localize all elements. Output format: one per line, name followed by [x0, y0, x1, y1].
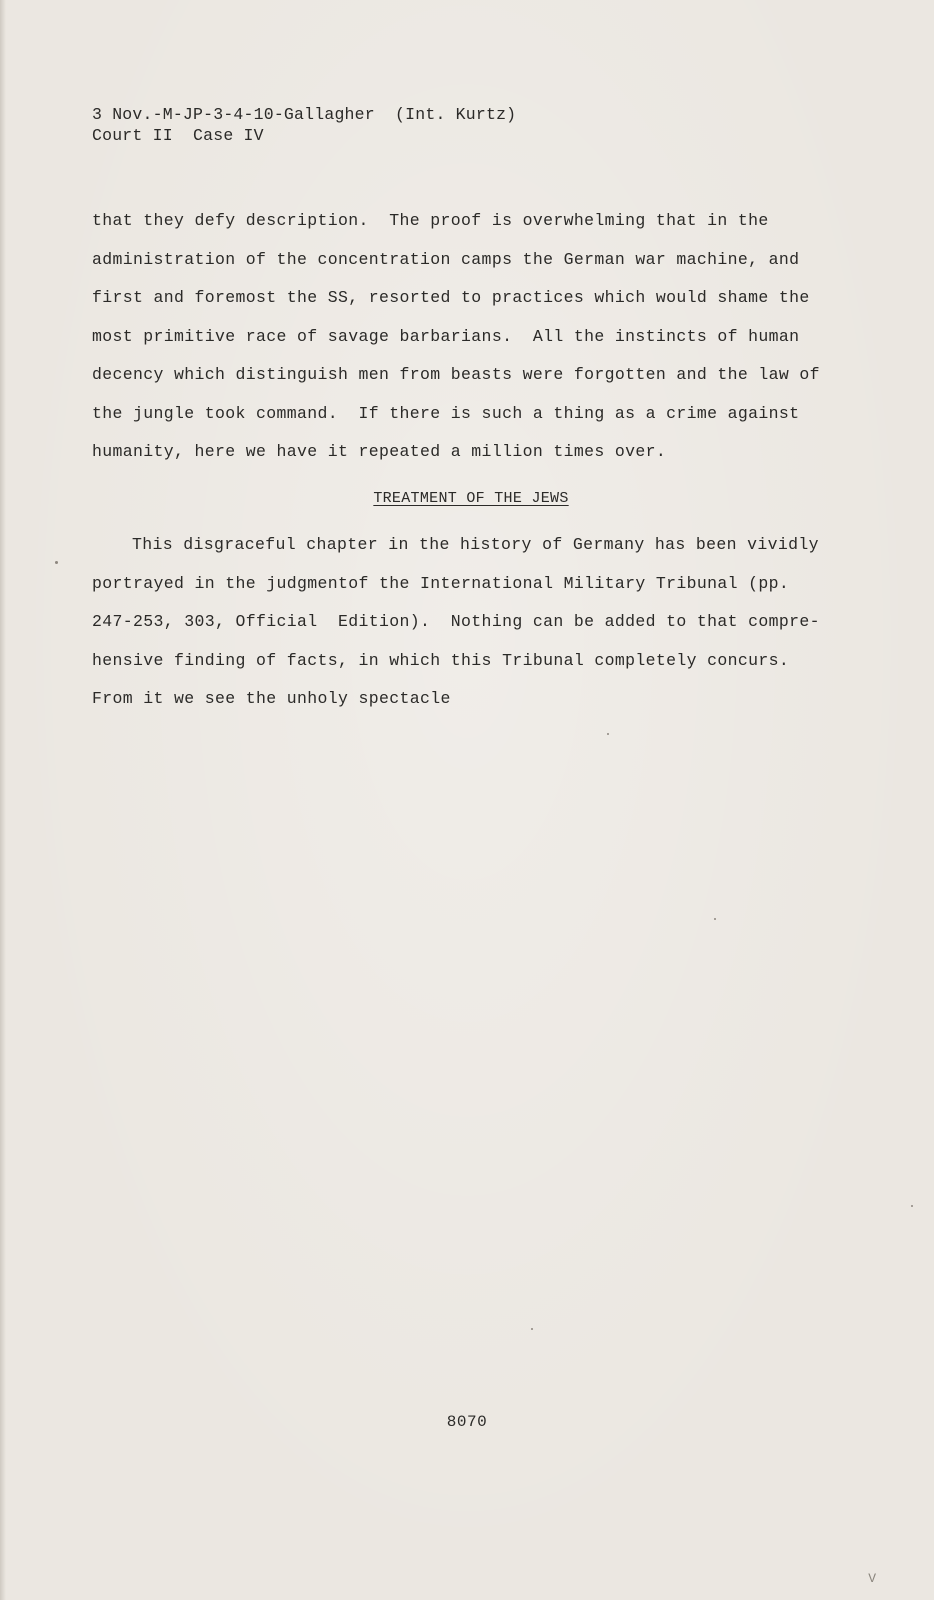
text-line: administration of the concentration camps the German war machine, and: [92, 249, 800, 269]
paragraph-2: [92, 526, 832, 719]
paper-speck: [607, 733, 609, 735]
text-line: 247-253, 303, Official Edition). Nothing can be added to that compre-: [92, 612, 820, 631]
text-line: portrayed in the judgmentof the International Military Tribunal (pp.: [92, 573, 790, 593]
text-line: decency which distinguish men from beasts were forgotten and the law of: [92, 365, 820, 384]
paper-speck: [911, 1205, 913, 1207]
paragraph-1: [92, 202, 832, 472]
page-number: 8070: [446, 1413, 488, 1431]
paper-speck: [714, 918, 716, 920]
text-line: that they defy description. The proof is overwhelming that in the: [92, 211, 769, 230]
text-line: the jungle took command. If there is such a thing as a crime against: [92, 403, 800, 423]
text-line: hensive finding of facts, in which this Tribunal completely concurs.: [92, 650, 790, 670]
corner-mark: V: [868, 1571, 876, 1586]
document-header: [92, 104, 516, 146]
paper-speck: [55, 561, 58, 564]
section-heading: [0, 488, 934, 510]
header-reference-line: 3 Nov.-M-JP-3-4-10-Gallagher (Int. Kurtz): [92, 105, 517, 124]
paper-speck: [531, 1328, 533, 1330]
section-heading-text: TREATMENT OF THE JEWS: [373, 490, 569, 507]
text-line: This disgraceful chapter in the history of Germany has been vividly: [132, 535, 819, 554]
text-line: first and foremost the SS, resorted to practices which would shame the: [92, 288, 810, 307]
header-court-line: Court II Case IV: [92, 126, 264, 145]
text-line: From it we see the unholy spectacle: [92, 689, 451, 708]
text-line: humanity, here we have it repeated a million times over.: [92, 442, 667, 461]
text-line: most primitive race of savage barbarians. All the instincts of human: [92, 326, 800, 346]
